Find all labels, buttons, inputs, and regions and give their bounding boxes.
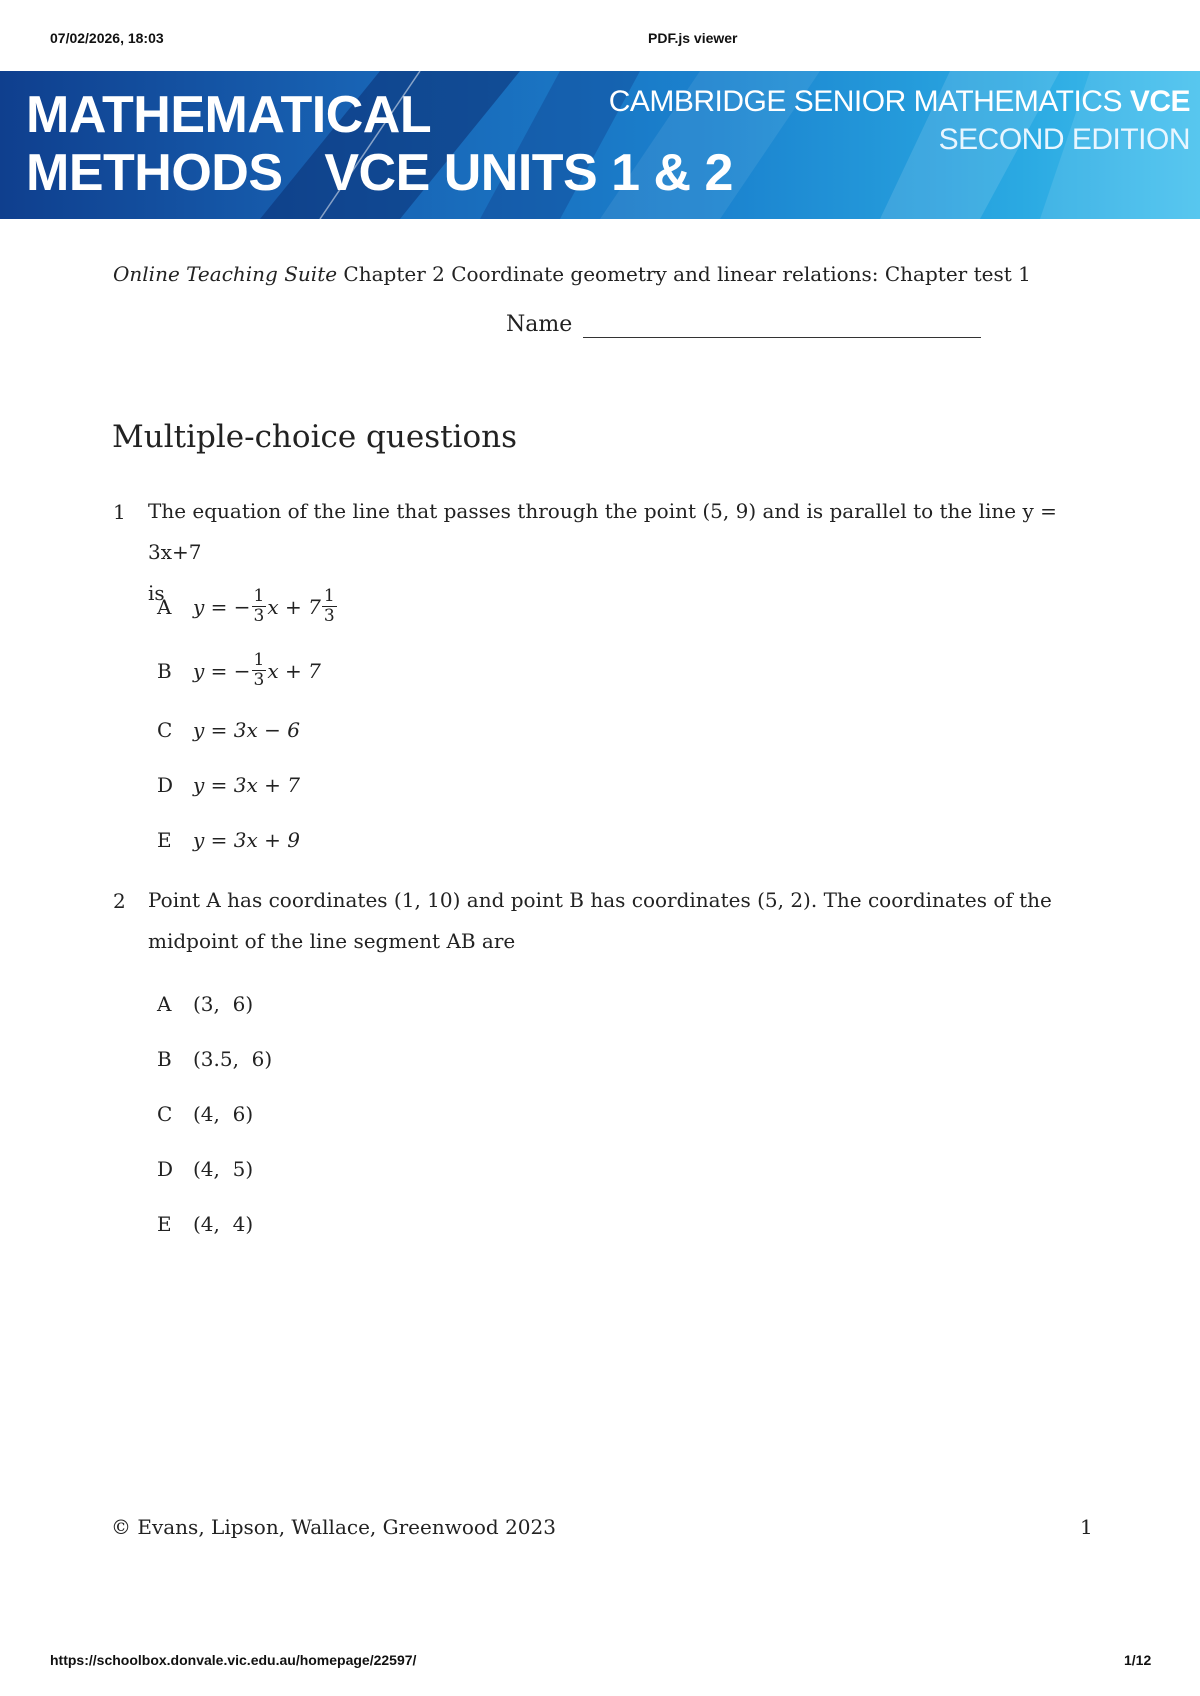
banner-series: CAMBRIDGE SENIOR MATHEMATICS VCE bbox=[608, 85, 1190, 118]
option-letter: C bbox=[157, 1102, 173, 1126]
option-math: x + 7 bbox=[267, 658, 321, 683]
option-text: (4, 4) bbox=[193, 1212, 254, 1236]
option-math: y = 3x + 7 bbox=[193, 773, 300, 797]
banner-edition: SECOND EDITION bbox=[938, 123, 1190, 156]
section-title: Multiple-choice questions bbox=[112, 419, 518, 455]
question-text bbox=[148, 880, 1098, 962]
option-letter: E bbox=[157, 1212, 172, 1236]
subtitle-chapter: Chapter 2 Coordinate geometry and linear relations: Chapter test 1 bbox=[343, 262, 1031, 286]
print-datetime: 07/02/2026, 18:03 bbox=[50, 30, 164, 46]
option-letter: E bbox=[157, 828, 172, 852]
page-number: 1 bbox=[1080, 1515, 1093, 1539]
answer-option bbox=[157, 773, 300, 797]
book-banner bbox=[0, 71, 1200, 219]
question-number: 1 bbox=[113, 500, 126, 524]
fraction-denominator: 3 bbox=[323, 606, 335, 626]
name-label: Name bbox=[506, 312, 573, 337]
fraction-denominator: 3 bbox=[253, 606, 265, 626]
question-number: 2 bbox=[113, 889, 126, 913]
fraction-numerator: 1 bbox=[253, 586, 265, 606]
answer-option bbox=[157, 828, 300, 852]
option-math: y = − bbox=[193, 594, 251, 619]
option-letter: B bbox=[157, 658, 172, 683]
fraction bbox=[252, 651, 267, 690]
option-text: (3.5, 6) bbox=[193, 1047, 273, 1071]
question-line: The equation of the line that passes through the point (5, 9) and is parallel to the line y = 3x+7 bbox=[148, 499, 1057, 564]
option-letter: C bbox=[157, 718, 173, 742]
option-letter: D bbox=[157, 773, 174, 797]
banner-title-line1: MATHEMATICAL bbox=[26, 86, 432, 144]
option-text: (3, 6) bbox=[193, 992, 254, 1016]
option-letter: D bbox=[157, 1157, 174, 1181]
option-letter: A bbox=[157, 594, 172, 619]
option-math: x + 7 bbox=[267, 594, 321, 619]
copyright: © Evans, Lipson, Wallace, Greenwood 2023 bbox=[111, 1515, 556, 1539]
subtitle-suite: Online Teaching Suite bbox=[113, 262, 338, 286]
question-line: midpoint of the line segment AB are bbox=[148, 929, 516, 953]
option-letter: B bbox=[157, 1047, 172, 1071]
question-line: is bbox=[148, 581, 165, 605]
fraction-numerator: 1 bbox=[253, 650, 265, 670]
answer-option bbox=[157, 1157, 253, 1181]
answer-option bbox=[157, 1212, 253, 1236]
option-math: y = − bbox=[193, 658, 251, 683]
question-line: Point A has coordinates (1, 10) and point B has coordinates (5, 2). The coordinates of the bbox=[148, 888, 1052, 912]
option-math: y = 3x − 6 bbox=[193, 718, 300, 742]
name-line bbox=[583, 337, 981, 338]
fraction-numerator: 1 bbox=[323, 586, 335, 606]
answer-option bbox=[157, 718, 300, 742]
answer-option bbox=[157, 651, 321, 690]
answer-option bbox=[157, 587, 338, 626]
option-text: (4, 5) bbox=[193, 1157, 254, 1181]
option-text: (4, 6) bbox=[193, 1102, 254, 1126]
print-page-count: 1/12 bbox=[1124, 1652, 1152, 1668]
answer-option bbox=[157, 1047, 272, 1071]
option-letter: A bbox=[157, 992, 172, 1016]
option-math: y = 3x + 9 bbox=[193, 828, 300, 852]
answer-option bbox=[157, 992, 253, 1016]
print-app-name: PDF.js viewer bbox=[648, 30, 738, 46]
answer-option bbox=[157, 1102, 253, 1126]
fraction bbox=[322, 587, 337, 626]
chapter-subtitle bbox=[113, 262, 1031, 286]
fraction bbox=[252, 587, 267, 626]
banner-title-line2: METHODS VCE UNITS 1 & 2 bbox=[26, 144, 733, 202]
print-url: https://schoolbox.donvale.vic.edu.au/homepage/22597/ bbox=[50, 1652, 417, 1668]
fraction-denominator: 3 bbox=[253, 670, 265, 690]
